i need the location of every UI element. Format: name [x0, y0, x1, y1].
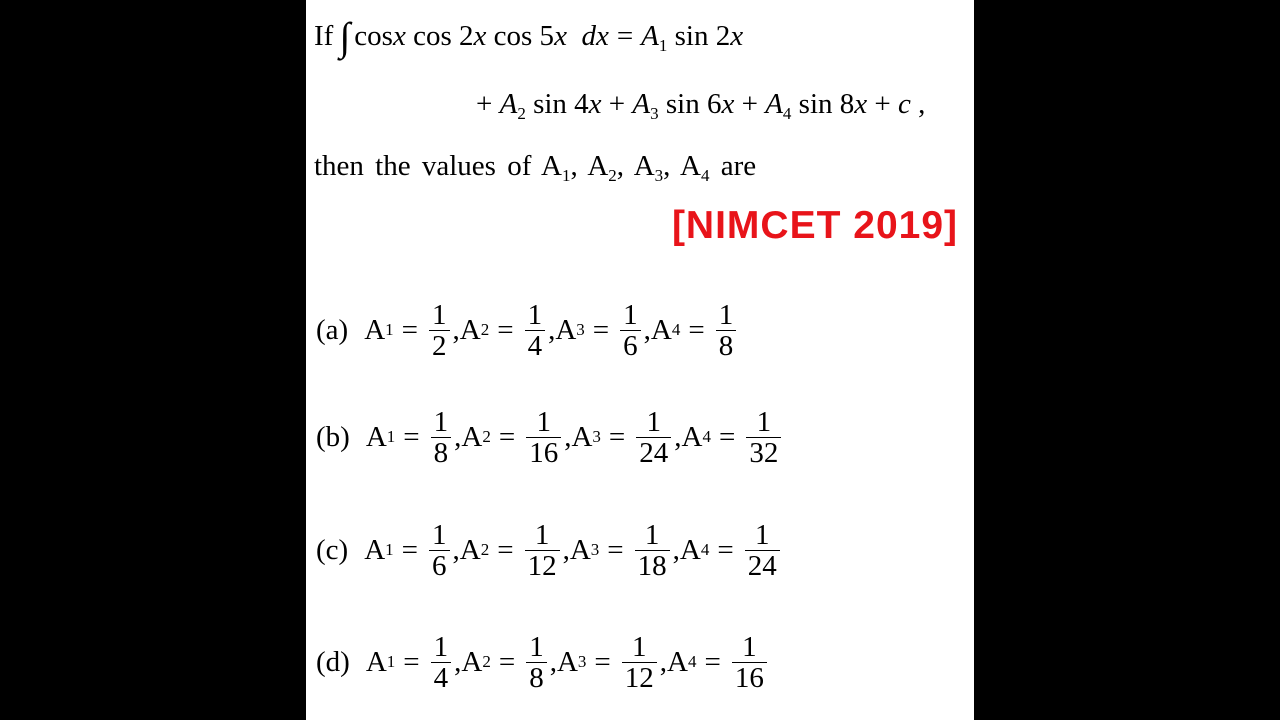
fraction	[431, 632, 452, 693]
fraction	[636, 407, 671, 468]
fraction-numerator: 1	[529, 630, 544, 663]
fraction	[525, 520, 560, 581]
fraction-denominator: 32	[749, 436, 779, 469]
fraction-denominator: 6	[623, 329, 638, 362]
coefficient-term: A 2 = $\frac{1}{12}$ ,	[459, 518, 570, 582]
fraction-numerator: 1	[433, 405, 449, 438]
question-page	[306, 0, 974, 720]
fraction-numerator: 1	[433, 630, 449, 663]
fraction-numerator: 1	[527, 298, 543, 331]
fraction-numerator: 1	[534, 518, 550, 551]
question-line-2: + $A_2$ $\sin 4x + A_3$ $\sin 6x + A_4$ sin 8x + c ,	[476, 88, 926, 123]
fraction	[526, 407, 561, 468]
separator-comma: ,	[564, 420, 572, 453]
fraction-denominator: 12	[624, 661, 654, 694]
fraction-numerator: 1	[432, 298, 447, 331]
fraction-numerator: 1	[742, 630, 757, 663]
option-label: (c)	[316, 533, 349, 566]
coefficient-term: A 4 = $\frac{1}{32}$	[682, 407, 785, 468]
coefficient-term: A 2 = $\frac{1}{4}$ ,	[459, 298, 556, 362]
coefficient-term: A 2 = $\frac{1}{8}$ ,	[461, 630, 557, 694]
fraction	[635, 520, 670, 581]
fraction	[622, 632, 657, 693]
fraction	[716, 300, 737, 361]
separator-comma: ,	[452, 533, 460, 566]
rhs-first-term: $A_1$ sin 2x	[641, 20, 744, 55]
coefficient-term: A 3 = $\frac{1}{18}$ ,	[569, 518, 680, 582]
fraction-denominator: 12	[527, 549, 557, 582]
fraction	[745, 520, 780, 581]
fraction-denominator: 24	[639, 436, 669, 469]
option-a[interactable]	[316, 285, 739, 375]
option-label: (b)	[316, 420, 350, 453]
coefficient-term: A 3 = $\frac{1}{12}$ ,	[556, 630, 668, 694]
option-label: (d)	[316, 645, 350, 678]
option-label: (a)	[316, 313, 349, 346]
coefficient-term: A 3 = $\frac{1}{6}$ ,	[555, 298, 651, 362]
fraction	[429, 300, 450, 361]
separator-comma: ,	[454, 420, 462, 453]
separator-comma: ,	[562, 533, 570, 566]
fraction-numerator: 1	[646, 405, 662, 438]
fraction-denominator: 4	[433, 661, 449, 694]
fraction-denominator: 16	[734, 661, 764, 694]
fraction-numerator: 1	[623, 298, 638, 331]
coefficient-term: A 1 = $\frac{1}{8}$ ,	[365, 405, 462, 469]
fraction	[525, 300, 546, 361]
fraction	[431, 407, 452, 468]
coefficient-term: A 4 = $\frac{1}{8}$	[651, 300, 739, 361]
coefficient-term: A 1 = $\frac{1}{4}$ ,	[365, 630, 462, 694]
fraction-denominator: 2	[432, 329, 447, 362]
option-c[interactable]	[316, 505, 783, 595]
separator-comma: ,	[454, 645, 462, 678]
fraction-denominator: 8	[433, 436, 449, 469]
fraction-denominator: 16	[529, 436, 559, 469]
fraction	[732, 632, 767, 693]
option-b[interactable]	[316, 392, 784, 482]
fraction-numerator: 1	[718, 298, 734, 331]
lead-word: If	[314, 20, 334, 52]
coefficient-term: A 4 = $\frac{1}{24}$	[680, 520, 783, 581]
fraction-denominator: 6	[432, 549, 447, 582]
integral-sign-icon: ∫	[339, 14, 351, 59]
fraction-denominator: 4	[527, 329, 543, 362]
coefficient-term: A 1 = $\frac{1}{6}$ ,	[364, 518, 460, 582]
fraction-denominator: 8	[718, 329, 734, 362]
fraction-numerator: 1	[632, 630, 647, 663]
fraction-numerator: 1	[536, 405, 551, 438]
coefficient-term: A 2 = $\frac{1}{16}$ ,	[461, 405, 572, 469]
fraction-numerator: 1	[754, 518, 770, 551]
separator-comma: ,	[659, 645, 668, 678]
coefficient-term: A 1 = $\frac{1}{2}$ ,	[364, 298, 460, 362]
integrand: cosx cos 2x cos 5x dx	[354, 20, 609, 52]
fraction-numerator: 1	[644, 518, 660, 551]
separator-comma: ,	[549, 645, 557, 678]
fraction-denominator: 18	[637, 549, 667, 582]
fraction-numerator: 1	[432, 518, 447, 551]
separator-comma: ,	[672, 533, 680, 566]
fraction	[526, 632, 547, 693]
fraction	[746, 407, 781, 468]
question-line-3: then the values of $A_1$, $A_2$, $A_3$, $A_4$ are	[314, 150, 757, 185]
coefficient-term: A 3 = $\frac{1}{24}$ ,	[571, 405, 682, 469]
question-line-1: If ∫ cosx cos 2x cos 5x dx = $A_1$ sin 2x	[314, 14, 744, 59]
fraction	[429, 520, 450, 581]
option-d[interactable]	[316, 617, 770, 707]
fraction	[620, 300, 641, 361]
separator-comma: ,	[548, 313, 556, 346]
fraction-denominator: 8	[529, 661, 544, 694]
separator-comma: ,	[452, 313, 460, 346]
fraction-denominator: 24	[747, 549, 777, 582]
fraction-numerator: 1	[756, 405, 772, 438]
separator-comma: ,	[643, 313, 651, 346]
coefficient-term: A 4 = $\frac{1}{16}$	[667, 632, 770, 693]
separator-comma: ,	[674, 420, 682, 453]
exam-source-tag: [NIMCET 2019]	[671, 204, 958, 247]
